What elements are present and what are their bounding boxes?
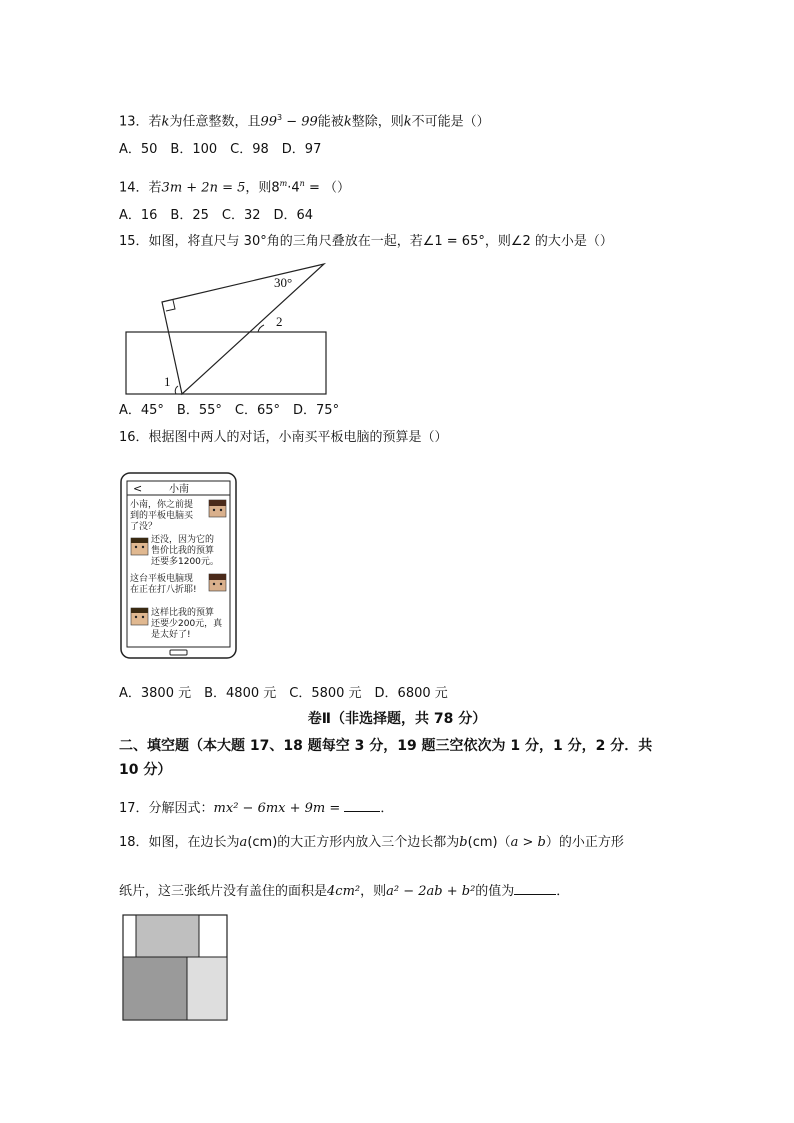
- q18-line2-c: 的值为: [475, 884, 515, 899]
- q18-var-a: a: [239, 835, 248, 850]
- q14-exp-n: n: [299, 179, 305, 188]
- q18-line2: [119, 880, 569, 901]
- q18-line2-a: 纸片，这三张纸片没有盖住的面积是: [119, 884, 328, 899]
- q18-tail: ．: [556, 884, 570, 899]
- q13-stem: [119, 109, 490, 131]
- section-2-heading-line1: 二、填空题（本大题 17、18 题每空 3 分，19 题三空依次为 1 分，1 分，2 分．共: [119, 738, 653, 754]
- q13-var-k: k: [161, 114, 170, 130]
- q18-line1-d: ）的小正方形: [545, 835, 624, 850]
- q14-stem-a: 14．若: [119, 180, 162, 196]
- phone-figure: [119, 471, 238, 660]
- angle-2-arc: [258, 325, 264, 332]
- q13-stem-a: 13．若: [119, 114, 162, 130]
- q17-stem: [119, 797, 393, 818]
- q13-minus: − 99: [282, 114, 318, 130]
- section-2-title: 卷Ⅱ（非选择题，共 78 分）: [307, 711, 487, 727]
- small-square-left: [123, 957, 187, 1020]
- q13-exponent: 3: [277, 113, 283, 122]
- q14-exp-m: m: [279, 179, 288, 188]
- avatar-boy-1: [131, 538, 148, 555]
- chat-message-3: 这台平板电脑现 在正在打八折耶!: [130, 574, 197, 595]
- q17-answer-blank[interactable]: [344, 797, 380, 812]
- q15-figure: [118, 258, 333, 398]
- q16-stem: 16．根据图中两人的对话，小南买平板电脑的预算是（）: [119, 430, 448, 445]
- q13-var-k3: k: [403, 114, 412, 130]
- angle-1-arc: [175, 386, 178, 394]
- q18-condition: a > b: [510, 835, 546, 850]
- q13-stem-e: 不可能是（）: [411, 114, 490, 130]
- q17-expr: mx² − 6mx + 9m =: [213, 801, 345, 816]
- phone-title: 小南: [169, 484, 189, 495]
- q17-stem-text: 17．分解因式：: [119, 801, 214, 816]
- q15-options: A．45° B．55° C．65° D．75°: [119, 403, 340, 418]
- section-2-heading-line2: 10 分）: [119, 762, 172, 778]
- phone-back-icon: <: [133, 482, 143, 495]
- q18-var-b: b: [459, 835, 468, 850]
- label-2: 2: [276, 314, 283, 329]
- q14-dot4: ·4: [287, 180, 300, 196]
- q18-line1-c: （: [497, 835, 511, 850]
- label-30: 30°: [274, 275, 293, 290]
- q13-stem-d: 整除，则: [351, 114, 404, 130]
- chat-message-1: 小南，你之前提 到的平板电脑买 了没？: [130, 500, 194, 532]
- q14-options: A．16 B．25 C．32 D．64: [119, 208, 314, 223]
- q18-area: 4cm²: [327, 884, 361, 899]
- avatar-girl-1: [209, 500, 226, 517]
- avatar-girl-2: [209, 574, 226, 591]
- q18-line2-b: ，则: [360, 884, 387, 899]
- q16-options: A．3800 元 B．4800 元 C．5800 元 D．6800 元: [119, 686, 448, 701]
- q13-var-k2: k: [343, 114, 352, 130]
- chat-message-2: 还没，因为它的 售价比我的预算 还要多1200元。: [151, 535, 219, 567]
- chat-message-4: 这样比我的预算 还要少200元，真 是太好了!: [151, 608, 223, 640]
- label-1: 1: [164, 374, 171, 389]
- q18-line1-a: 18．如图，在边长为: [119, 835, 240, 850]
- q17-tail: ．: [380, 801, 394, 816]
- q14-stem-b: ，则: [245, 180, 272, 196]
- q13-base: 99: [260, 114, 277, 130]
- q14-expr-8: 8: [271, 180, 280, 196]
- q14-stem-c: = （）: [304, 180, 350, 196]
- q18-answer-blank[interactable]: [514, 880, 556, 895]
- q18-line1: [119, 834, 624, 852]
- q18-figure: [122, 914, 229, 1022]
- q18-expr: a² − 2ab + b²: [386, 884, 476, 899]
- avatar-boy-2: [131, 608, 148, 625]
- set-square: [162, 264, 324, 394]
- q15-stem: 15．如图，将直尺与 30°角的三角尺叠放在一起，若∠1 = 65°，则∠2 的大小是（）: [119, 234, 613, 249]
- q18-line1-b: 的大正方形内放入三个边长都为: [277, 835, 460, 850]
- q14-stem: [119, 175, 350, 197]
- q14-equation: 3m + 2n = 5: [161, 180, 246, 196]
- q18-unit-1: (cm): [247, 835, 278, 850]
- q18-unit-2: (cm): [467, 835, 498, 850]
- q13-stem-b: 为任意整数，且: [169, 114, 261, 130]
- q13-options: A．50 B．100 C．98 D．97: [119, 142, 322, 157]
- q13-stem-c: 能被: [317, 114, 344, 130]
